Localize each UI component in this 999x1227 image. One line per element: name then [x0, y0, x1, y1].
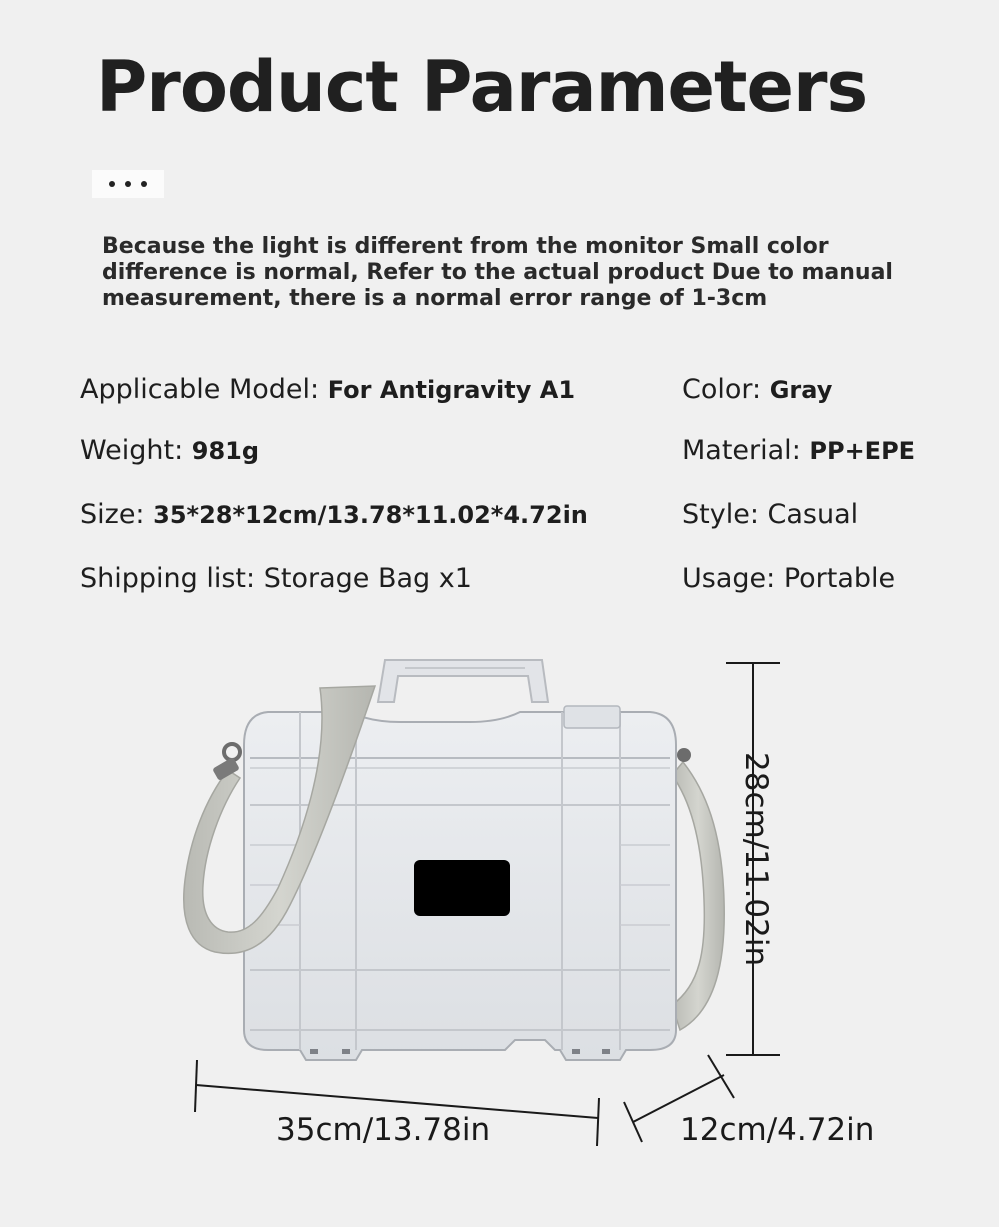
- param-label: Size:: [80, 499, 145, 530]
- param-color: [682, 374, 832, 405]
- more-dots-icon: [92, 170, 164, 198]
- height-dimension-label: 28cm/11.02in: [738, 752, 774, 967]
- carry-handle: [378, 660, 548, 702]
- param-value: Portable: [783, 563, 896, 594]
- param-label: Style:: [682, 499, 759, 530]
- param-label: Weight:: [80, 435, 184, 466]
- param-weight: [80, 435, 259, 466]
- param-value: For Antigravity A1: [327, 376, 576, 404]
- param-label: Usage:: [682, 563, 776, 594]
- param-shipping-list: [80, 563, 472, 594]
- depth-dimension-label: 12cm/4.72in: [680, 1112, 875, 1148]
- param-label: Material:: [682, 435, 801, 466]
- param-value: PP+EPE: [809, 437, 916, 465]
- param-value: 981g: [191, 437, 260, 465]
- label-window: [414, 860, 510, 916]
- param-applicable-model: [80, 374, 575, 405]
- param-value: Storage Bag x1: [263, 563, 472, 594]
- param-style: [682, 499, 858, 530]
- param-label: Color:: [682, 374, 762, 405]
- param-value: Gray: [769, 376, 833, 404]
- param-size: [80, 499, 588, 530]
- param-usage: [682, 563, 895, 594]
- color-measurement-notice: Because the light is different from the monitor Small color difference is normal, Refer to the actual product Due to manual measurement, there is a normal error range of 1-3cm: [102, 234, 893, 311]
- page-title: Product Parameters: [96, 46, 868, 128]
- param-label: Applicable Model:: [80, 374, 320, 405]
- shoulder-strap-right: [672, 748, 724, 1030]
- param-label: Shipping list:: [80, 563, 256, 594]
- param-value: Casual: [767, 499, 859, 530]
- param-value: 35*28*12cm/13.78*11.02*4.72in: [153, 501, 588, 529]
- param-material: [682, 435, 915, 466]
- width-dimension-label: 35cm/13.78in: [276, 1112, 491, 1148]
